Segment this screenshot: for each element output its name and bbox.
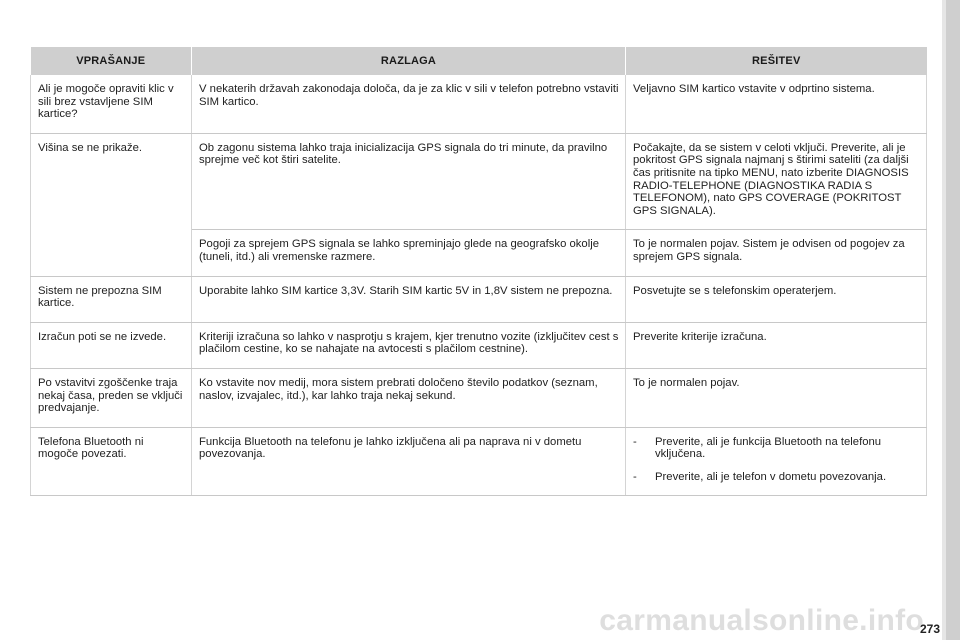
solution-cell: To je normalen pojav. Sistem je odvisen od pogojev za sprejem GPS signala. xyxy=(626,230,927,276)
page-number: 273 xyxy=(919,622,940,636)
dash-bullet: - xyxy=(633,470,637,483)
table-row xyxy=(31,133,927,230)
solution-cell xyxy=(626,427,927,496)
solution-cell: Posvetujte se s telefonskim operaterjem. xyxy=(626,276,927,322)
explanation-cell: Ob zagonu sistema lahko traja inicializacija GPS signala do tri minute, da pravilno sprejme več kot štiri satelite. xyxy=(192,133,626,230)
solution-list-item xyxy=(633,471,920,484)
solution-cell: Veljavno SIM kartico vstavite v odprtino sistema. xyxy=(626,75,927,133)
solution-cell: Počakajte, da se sistem v celoti vključi. Preverite, ali je pokritost GPS signala najmanj s štirimi sateliti (za daljši čas pritisnite na tipko MENU, nato izberite DIAGNOSIS RADIO-TELEPHONE (DIAGNOSTIKA RADIA S TELEFONOM), nato GPS COVERAGE (POKRITOST GPS SIGNALA). xyxy=(626,133,927,230)
solution-list xyxy=(633,436,920,484)
explanation-cell: Kriteriji izračuna so lahko v nasprotju s krajem, kjer trenutno vozite (izključitev cest s plačilom cestine, ko se nahajate na avtocesti s plačilom cestnine). xyxy=(192,322,626,368)
question-cell: Po vstavitvi zgoščenke traja nekaj časa, preden se vključi predvajanje. xyxy=(31,368,192,427)
question-cell: Sistem ne prepozna SIM kartice. xyxy=(31,276,192,322)
solution-item-text: Preverite, ali je funkcija Bluetooth na telefonu vključena. xyxy=(655,435,882,461)
table-row xyxy=(31,322,927,368)
solution-cell: To je normalen pojav. xyxy=(626,368,927,427)
solution-cell: Preverite kriterije izračuna. xyxy=(626,322,927,368)
table-row xyxy=(31,427,927,496)
dash-bullet: - xyxy=(633,435,637,448)
explanation-cell: V nekaterih državah zakonodaja določa, da je za klic v sili v telefon potrebno vstaviti SIM kartico. xyxy=(192,75,626,133)
question-cell: Izračun poti se ne izvede. xyxy=(31,322,192,368)
question-cell: Ali je mogoče opraviti klic v sili brez vstavljene SIM kartice? xyxy=(31,75,192,133)
question-cell: Telefona Bluetooth ni mogoče povezati. xyxy=(31,427,192,496)
header-question: VPRAŠANJE xyxy=(31,47,192,75)
table-row xyxy=(31,276,927,322)
table-row xyxy=(31,368,927,427)
explanation-cell: Uporabite lahko SIM kartice 3,3V. Starih SIM kartic 5V in 1,8V sistem ne prepozna. xyxy=(192,276,626,322)
header-explanation: RAZLAGA xyxy=(192,47,626,75)
watermark: carmanualsonline.info xyxy=(599,604,924,637)
solution-item-text: Preverite, ali je telefon v dometu povezovanja. xyxy=(655,470,887,483)
header-solution: REŠITEV xyxy=(626,47,927,75)
explanation-cell: Ko vstavite nov medij, mora sistem prebrati določeno število podatkov (seznam, naslov, izvajalec, itd.), kar lahko traja nekaj sekund. xyxy=(192,368,626,427)
explanation-cell: Pogoji za sprejem GPS signala se lahko spreminjajo glede na geografsko okolje (tuneli, itd.) ali vremenske razmere. xyxy=(192,230,626,276)
table-row xyxy=(31,75,927,133)
troubleshooting-table xyxy=(30,47,927,496)
explanation-cell: Funkcija Bluetooth na telefonu je lahko izključena ali pa naprava ni v dometu povezovanja. xyxy=(192,427,626,496)
page-edge-strip xyxy=(946,0,960,640)
solution-list-item xyxy=(633,436,920,461)
table-header-row xyxy=(31,47,927,75)
question-cell: Višina se ne prikaže. xyxy=(31,133,192,276)
